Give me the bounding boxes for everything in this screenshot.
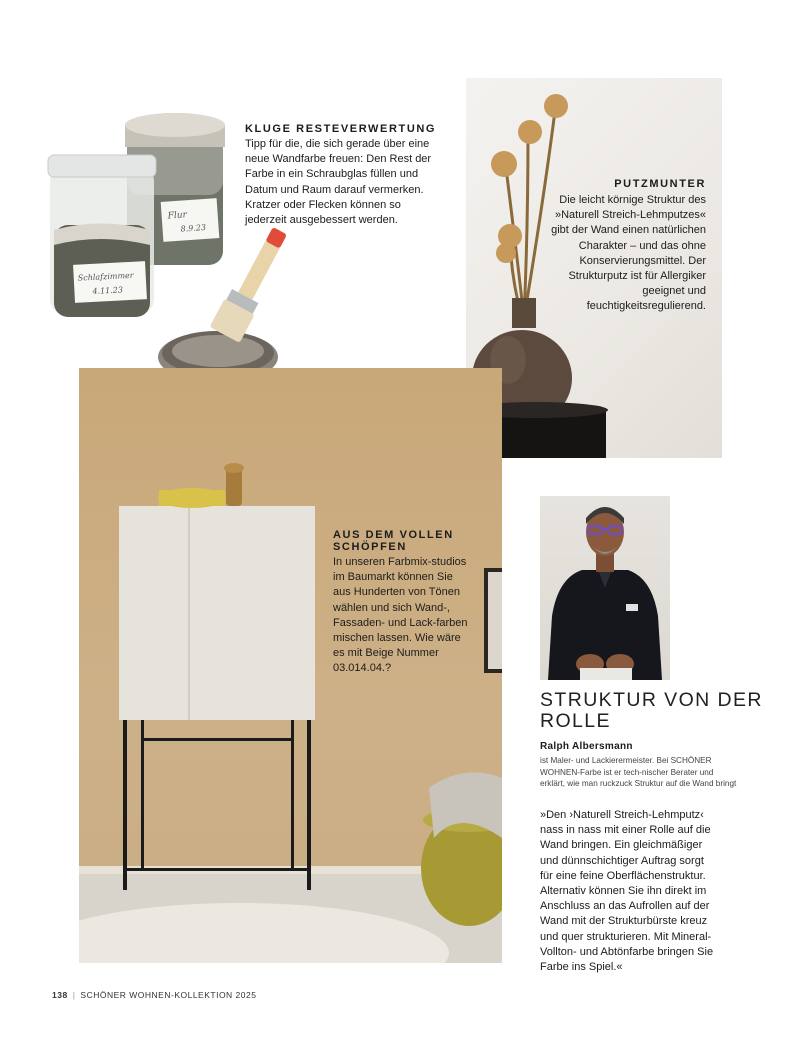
page-number: 138 <box>52 990 68 1000</box>
jar-front-label-1: Schlafzimmer <box>77 270 134 283</box>
tip-heading: KLUGE RESTEVERWERTUNG <box>245 123 437 135</box>
expert-portrait <box>540 496 670 680</box>
footer-separator: | <box>72 990 76 1000</box>
fill-text-block <box>333 529 473 677</box>
section-title: STRUKTUR VON DER ROLLE <box>540 689 763 732</box>
putz-body: Die leicht körnige Struktur des »Naturell Streich-Lehmputzes« gibt der Wand einen natürlichen Charakter – und das ohne Konservierungsmittel. Der Strukturputz ist für Allergiker geeignet und feuchtigkeitsregulierend. <box>551 194 706 313</box>
fill-heading: AUS DEM VOLLEN SCHÖPFEN <box>333 529 454 553</box>
jar-back-label-1: Flur <box>167 210 188 222</box>
putz-heading: PUTZMUNTER <box>614 178 706 190</box>
page-footer <box>52 990 256 1000</box>
fill-body: In unseren Farbmix-studios im Baumarkt können Sie aus Hunderten von Tönen wählen und sich Wand-, Fassaden- und Lack-farben mischen lassen. Wie wäre es mit Beige Nummer 03.014.04.? <box>333 556 468 675</box>
room-photo <box>79 368 502 963</box>
vase-photo <box>466 78 722 458</box>
tip-body: Tipp für die, die sich gerade über eine neue Wandfarbe freuen: Den Rest der Farbe in ein Schraubglas füllen und Datum und Raum darauf vermerken. Kratzer oder Flecken können so jederzeit ausgebessert werden. <box>245 138 432 227</box>
expert-name: Ralph Albersmann <box>540 741 633 752</box>
putz-text-block <box>536 178 706 315</box>
jar-back-label-2: 8.9.23 <box>180 222 207 234</box>
expert-quote: »Den ›Naturell Streich-Lehmputz‹ nass in nass mit einer Rolle auf die Wand bringen. Ein gleichmäßiger und dünnschichtiger Auftrag sorgt für eine feine Oberflächenstruktur. Alternativ können Sie ihn direkt im Anschluss an das Aufrollen auf der Wand mit der Strukturbürste kreuz und quer strukturieren. Mit Mineral-Vollton- und Abtönfarbe bringen Sie Farbe ins Spiel.« <box>540 809 714 974</box>
publication-name: SCHÖNER WOHNEN-KOLLEKTION 2025 <box>80 990 257 1000</box>
tip-text-block <box>245 123 445 228</box>
jar-front-label-2: 4.11.23 <box>92 285 124 296</box>
expert-description: ist Maler- und Lackierermeister. Bei SCHÖNER WOHNEN-Farbe ist er tech-nischer Berater und erklärt, wie man ruckzuck Struktur auf die Wand bringt <box>540 756 737 788</box>
